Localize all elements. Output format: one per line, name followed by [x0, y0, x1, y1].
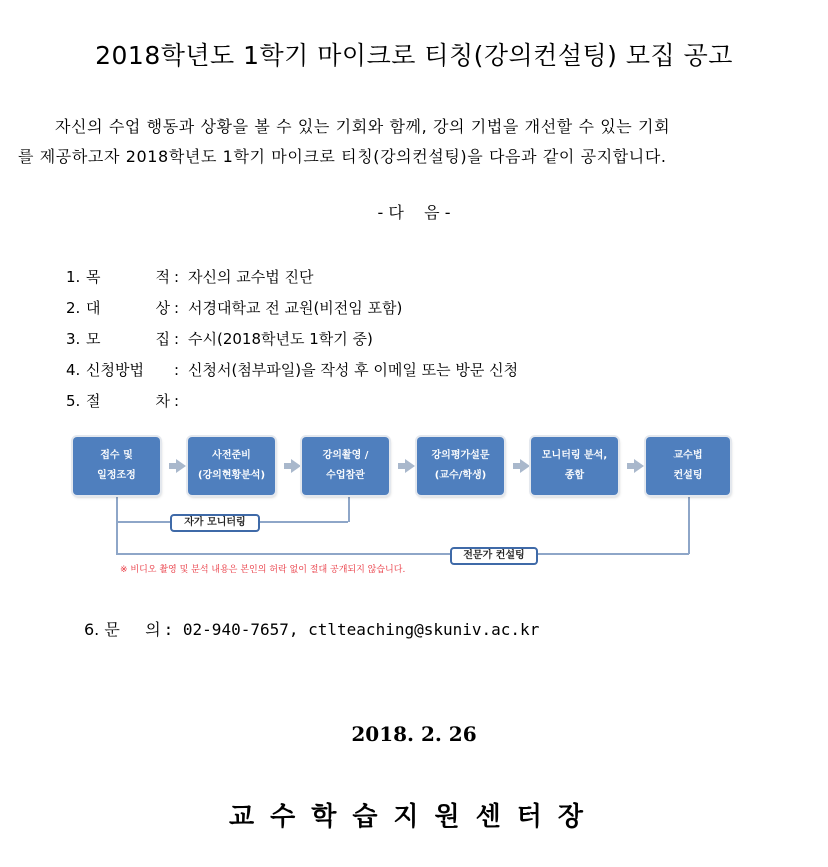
arrow-right-icon [520, 459, 530, 473]
arrow-right-icon [291, 459, 301, 473]
contact-line: 6. 문 의 : 02-940-7657, ctlteaching@skuniv.ac.kr [84, 620, 540, 639]
step-consulting: 교수법 컨설팅 [646, 437, 730, 495]
detail-item-purpose: 1. 목 적 : 자신의 교수법 진단 [66, 262, 518, 293]
arrow-right-icon [634, 459, 644, 473]
intro-line-2: 를 제공하고자 2018학년도 1학기 마이크로 티칭(강의컨설팅)을 다음과 같이 공지합니다. [18, 147, 667, 166]
detail-value: 서경대학교 전 교원(비전임 포함) [188, 299, 403, 317]
arrow-right-icon [405, 459, 415, 473]
detail-item-procedure: 5. 절 차 : [66, 392, 180, 410]
detail-item-target: 2. 대 상 : 서경대학교 전 교원(비전임 포함) [66, 293, 518, 324]
detail-value: 자신의 교수법 진단 [188, 268, 314, 286]
step-recording: 강의촬영 / 수업참관 [302, 437, 389, 495]
connector-line [116, 495, 118, 554]
self-monitoring-tag: 자가 모니터링 [170, 514, 260, 532]
notice-title: 2018학년도 1학기 마이크로 티칭(강의컨설팅) 모집 공고 [95, 41, 733, 70]
step-intake: 접수 및 일정조정 [73, 437, 160, 495]
detail-item-recruitment: 3. 모 집 : 수시(2018학년도 1학기 중) [66, 324, 518, 355]
intro-line-1: 자신의 수업 행동과 상황을 볼 수 있는 기회와 함께, 강의 기법을 개선할 수 있는 기회 [55, 117, 671, 136]
detail-item-application: 4. 신청방법 : 신청서(첨부파일)을 작성 후 이메일 또는 방문 신청 [66, 355, 518, 386]
notice-date: 2018. 2. 26 [351, 722, 477, 746]
connector-line [348, 495, 350, 522]
section-marker: - 다 음 - [377, 203, 451, 222]
connector-line [688, 495, 690, 554]
connector-line [116, 553, 689, 555]
privacy-note: ※ 비디오 촬영 및 분석 내용은 본인의 허락 없이 절대 공개되지 않습니다. [120, 565, 406, 575]
signature: 교수학습지원센터장 [228, 802, 600, 832]
detail-value: 신청서(첨부파일)을 작성 후 이메일 또는 방문 신청 [188, 361, 519, 379]
detail-value: 수시(2018학년도 1학기 중) [188, 330, 373, 348]
step-evaluation-survey: 강의평가설문 (교수/학생) [417, 437, 504, 495]
procedure-diagram [60, 425, 760, 585]
contact-value[interactable]: : 02-940-7657, ctlteaching@skuniv.ac.kr [163, 620, 540, 639]
detail-list [66, 262, 518, 417]
step-preparation: 사전준비 (강의현황분석) [188, 437, 275, 495]
step-monitoring-analysis: 모니터링 분석, 종합 [531, 437, 618, 495]
arrow-right-icon [176, 459, 186, 473]
expert-consulting-tag: 전문가 컨설팅 [450, 547, 538, 565]
